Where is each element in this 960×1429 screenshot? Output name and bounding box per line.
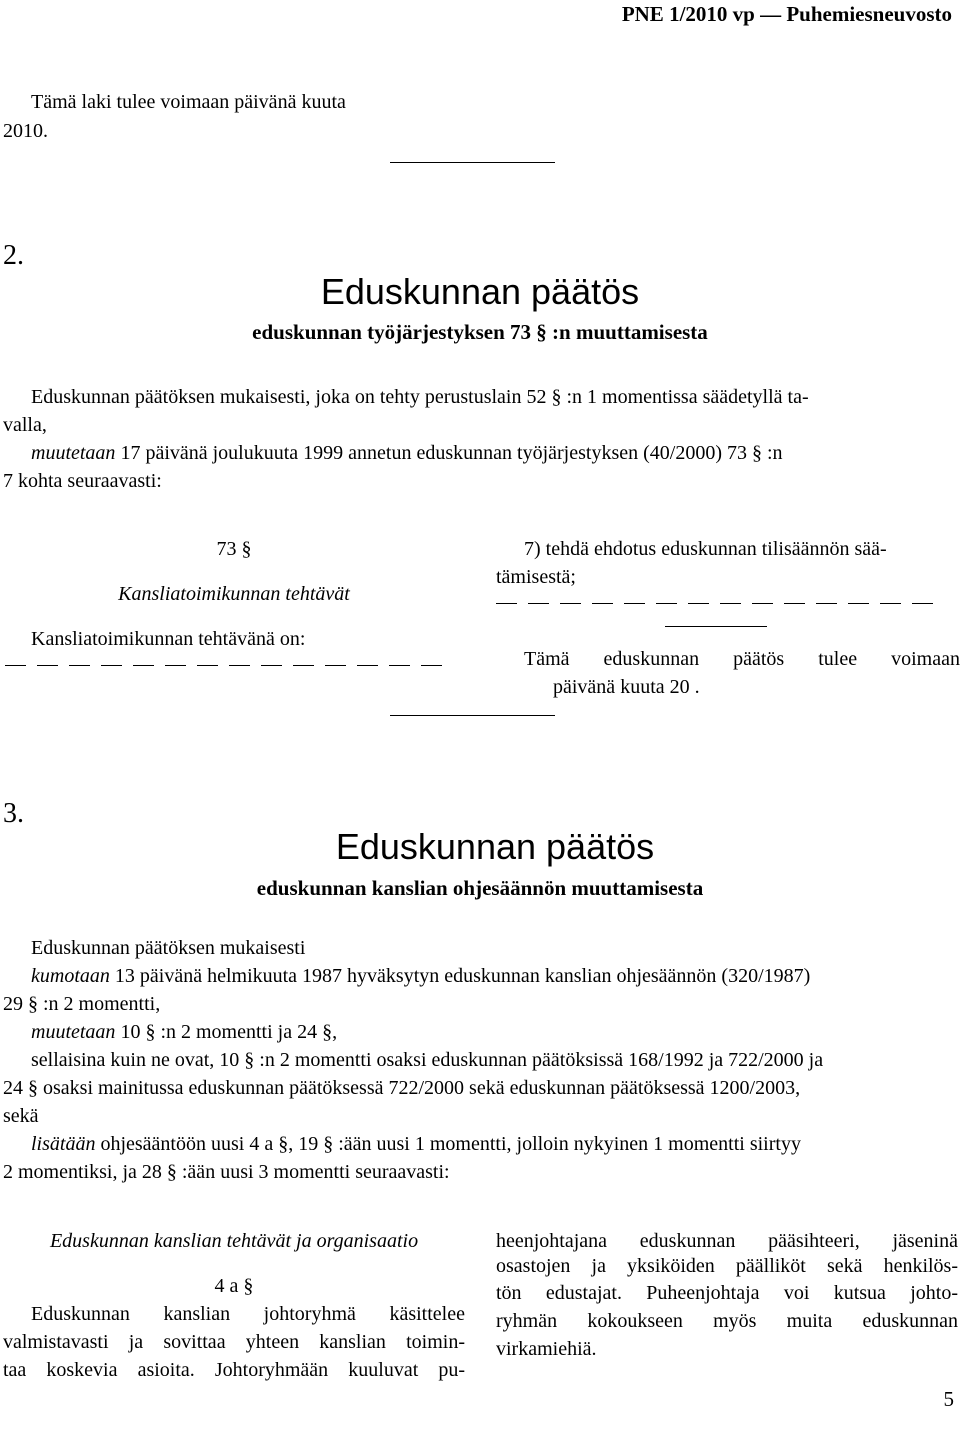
text-line: osastojen ja yksiköiden päälliköt sekä henkilös- xyxy=(496,1255,958,1277)
text-line: tön edustajat. Puheenjohtaja voi kutsua johto- xyxy=(496,1282,958,1304)
paragraph-heading-text: Kansliatoimikunnan tehtävät xyxy=(118,583,350,605)
section-subtitle: eduskunnan kanslian ohjesäännön muuttamisesta xyxy=(256,876,704,900)
text-line: valmistavasti ja sovittaa yhteen kanslian toimin- xyxy=(3,1331,465,1353)
paragraph-text: Kansliatoimikunnan tehtävänä on: xyxy=(31,628,306,650)
section-title: Eduskunnan päätös xyxy=(320,271,640,312)
paragraph-number: 73 § xyxy=(216,538,252,560)
addition-line-cont: 2 momentiksi, ja 28 § :ään uusi 3 momentti seuraavasti: xyxy=(3,1161,450,1183)
section-end-rule xyxy=(390,715,555,716)
keyword-amend: muutetaan xyxy=(31,1021,116,1043)
entry-into-force-date: päivänä kuuta 20 . xyxy=(553,676,700,698)
repeal-line-cont: 29 § :n 2 momentti, xyxy=(3,993,161,1015)
decision-basis: Eduskunnan päätöksen mukaisesti, joka on tehty perustuslain 52 § :n 1 momentissa säädetyllä ta- xyxy=(31,386,809,408)
chapter-heading-text: Eduskunnan kanslian tehtävät ja organisaatio xyxy=(49,1230,419,1252)
section-subtitle: eduskunnan työjärjestyksen 73 § :n muuttamisesta xyxy=(252,320,708,344)
left-column-text xyxy=(31,1300,465,1329)
decision-basis-cont: valla, xyxy=(3,414,47,436)
omission-dashes xyxy=(5,665,442,666)
addition-text: ohjesääntöön uusi 4 a §, 19 § :ään uusi 1 momentti, jolloin nykyinen 1 momentti siirtyy xyxy=(95,1133,801,1155)
text-line: Eduskunnan kanslian johtoryhmä käsittelee xyxy=(31,1303,465,1325)
item-7-cont: tämisestä; xyxy=(496,566,576,588)
section-number: 2. xyxy=(3,240,24,271)
text-line: virkamiehiä. xyxy=(496,1338,597,1360)
decision-basis: Eduskunnan päätöksen mukaisesti xyxy=(31,937,306,959)
entry-into-force: Tämä eduskunnan päätös tulee voimaan xyxy=(524,648,960,670)
text-line: ryhmän kokoukseen myös muita eduskunnan xyxy=(496,1310,958,1332)
as-they-are-line-cont: 24 § osaksi mainitussa eduskunnan päätöksessä 722/2000 sekä eduskunnan päätöksessä 1200/2003, xyxy=(3,1077,801,1099)
keyword-repeal: kumotaan xyxy=(31,965,110,987)
as-they-are-line: sellaisina kuin ne ovat, 10 § :n 2 momentti osaksi eduskunnan päätöksissä 168/1992 ja 722/2000 ja xyxy=(31,1049,824,1071)
amendment-line xyxy=(31,439,783,468)
amendment-line xyxy=(31,1018,337,1047)
amendment-line-cont: 7 kohta seuraavasti: xyxy=(3,470,162,492)
keyword-add: lisätään xyxy=(31,1133,96,1155)
page-header: PNE 1/2010 vp — Puhemiesneuvosto xyxy=(621,2,952,26)
omission-dashes-right xyxy=(496,603,933,604)
amendment-text: 17 päivänä joulukuuta 1999 annetun eduskunnan työjärjestyksen (40/2000) 73 § :n xyxy=(115,442,783,464)
item-7: 7) tehdä ehdotus eduskunnan tilisäännön sää- xyxy=(524,538,887,560)
paragraph-number: 4 a § xyxy=(214,1275,254,1297)
keyword-amend: muutetaan xyxy=(31,442,116,464)
separator-rule xyxy=(390,162,555,163)
paragraph-heading xyxy=(0,580,468,609)
section-number: 3. xyxy=(3,798,24,829)
repeal-text: 13 päivänä helmikuuta 1987 hyväksytyn eduskunnan kanslian ohjesäännön (320/1987) xyxy=(109,965,811,987)
amendment-text: 10 § :n 2 momentti ja 24 §, xyxy=(115,1021,338,1043)
separator-rule xyxy=(665,626,767,627)
entry-into-force-line: Tämä laki tulee voimaan päivänä kuuta xyxy=(31,91,346,113)
section-title: Eduskunnan päätös xyxy=(335,826,655,867)
page-number: 5 xyxy=(943,1387,954,1411)
text-line: taa koskevia asioita. Johtoryhmään kuuluvat pu- xyxy=(3,1359,465,1381)
text-line: heenjohtajana eduskunnan pääsihteeri, jäseninä xyxy=(496,1230,958,1252)
chapter-heading xyxy=(0,1227,468,1256)
as-they-are-line-end: sekä xyxy=(3,1105,39,1127)
entry-into-force-year: 2010. xyxy=(3,120,48,142)
addition-line xyxy=(31,1130,801,1159)
repeal-line xyxy=(31,962,810,991)
